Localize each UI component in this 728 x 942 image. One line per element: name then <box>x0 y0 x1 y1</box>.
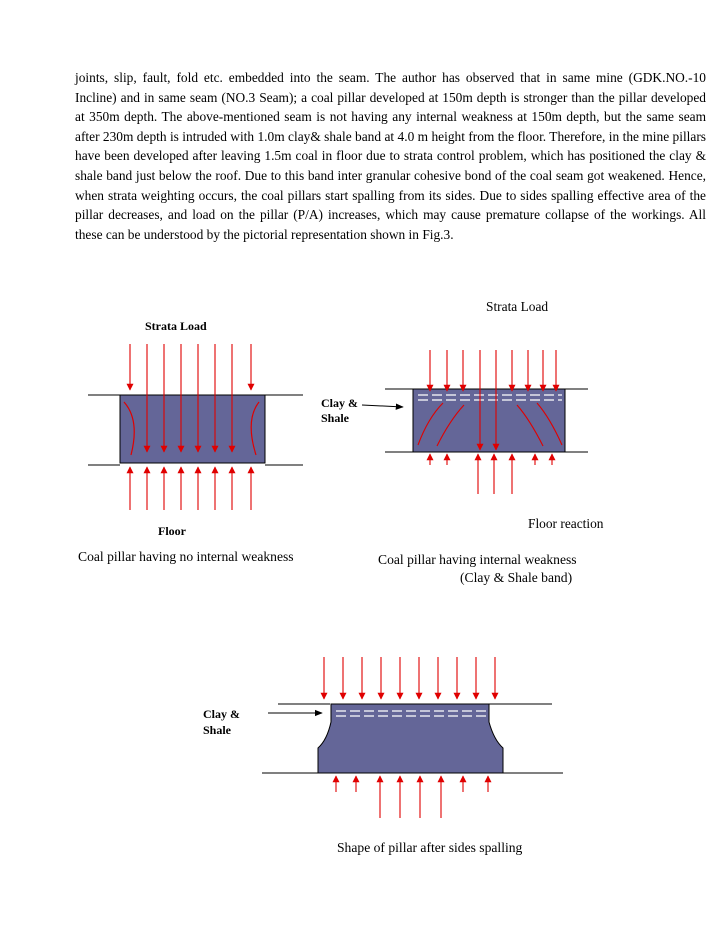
diagram-2-pillar-with-weakness <box>362 350 588 494</box>
caption-diagram-2-line2: (Clay & Shale band) <box>460 570 573 585</box>
strata-load-label-2: Strata Load <box>486 299 549 314</box>
coal-pillar-1 <box>120 395 265 463</box>
caption-diagram-2-line1: Coal pillar having internal weakness <box>378 552 577 567</box>
clay-shale-label-3b: Shale <box>203 723 232 737</box>
diagram-1-pillar-no-weakness <box>88 344 303 510</box>
clay-shale-label-2a: Clay & <box>321 396 358 410</box>
clay-shale-label-2b: Shale <box>321 411 350 425</box>
strata-load-arrows-3 <box>324 657 495 699</box>
floor-reaction-arrows-2 <box>430 454 552 494</box>
floor-reaction-arrows-3 <box>336 776 488 818</box>
clay-shale-label-3a: Clay & <box>203 707 240 721</box>
caption-diagram-3: Shape of pillar after sides spalling <box>337 840 523 855</box>
diagram-3-pillar-after-spalling <box>262 657 563 818</box>
coal-pillar-2 <box>413 389 565 452</box>
strata-load-label-1: Strata Load <box>145 319 207 333</box>
caption-diagram-1: Coal pillar having no internal weakness <box>78 549 294 564</box>
coal-pillar-3 <box>318 704 503 773</box>
floor-label: Floor <box>158 524 186 538</box>
floor-reaction-label: Floor reaction <box>528 516 604 531</box>
body-paragraph: joints, slip, fault, fold etc. embedded into the seam. The author has observed that in same mine (GDK.NO.-10 Incline) and in same seam (NO.3 Seam); a coal pillar developed at 150m depth is stronger than the pillar developed at 350m depth. The above-mentioned seam is not having any internal weakness at 150m depth, but the same seam after 230m depth is intruded with 1.0m clay& shale band at 4.0 m height from the floor. Therefore, in the mine pillars have been developed after leaving 1.5m coal in floor due to strata control problem, which has positioned the clay & shale band just below the roof. Due to this band inter granular cohesive bond of the coal seam got weakened. Hence, when strata weighting occurs, the coal pillars start spalling from its sides. Due to sides spalling effective area of the pillar decreases, and load on the pillar (P/A) increases, which may cause premature collapse of the workings. All these can be understood by the pictorial representation shown in Fig.3. <box>75 70 706 242</box>
floor-reaction-arrows-1 <box>130 467 251 510</box>
